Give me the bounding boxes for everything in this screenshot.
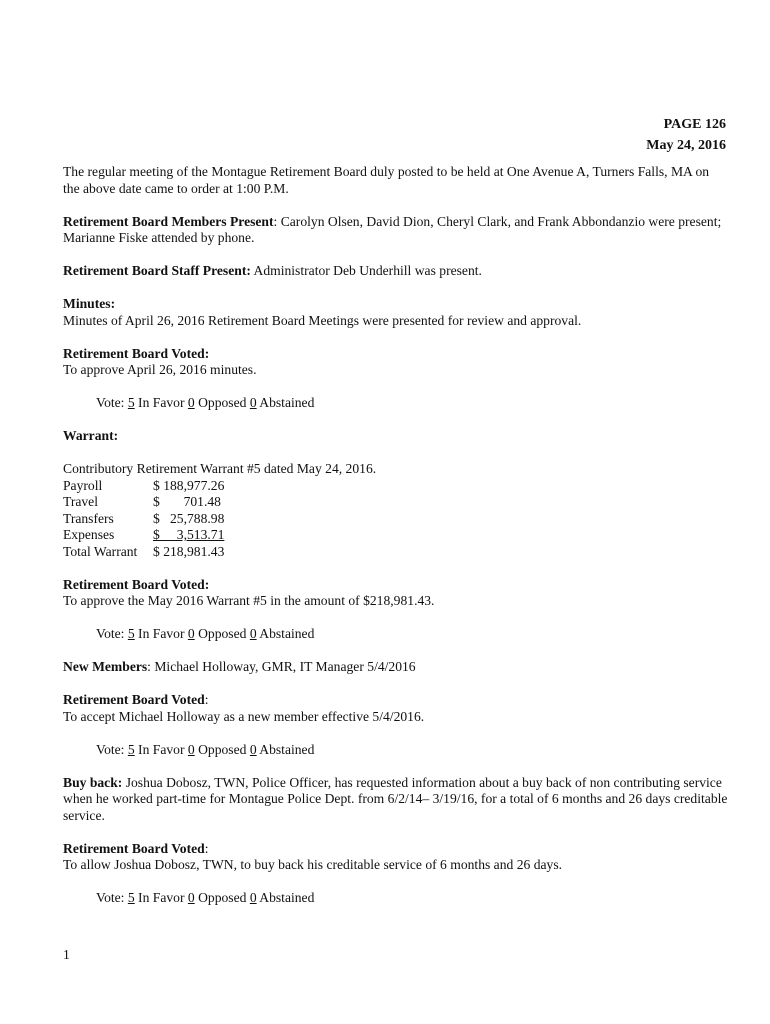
vote-abstained-count: 0	[249, 395, 257, 410]
new-members-voted-heading-line	[63, 692, 728, 709]
minutes-voted-section	[63, 346, 728, 379]
vote-in-favor-count: 5	[127, 741, 135, 757]
vote-abstained-label: Abstained	[256, 890, 315, 905]
new-members-text: : Michael Holloway, GMR, IT Manager 5/4/2016	[147, 659, 416, 674]
vote-opposed-label: Opposed	[194, 626, 250, 641]
heading-colon: :	[204, 692, 209, 707]
warrant-voted-text: To approve the May 2016 Warrant #5 in the amount of $218,981.43.	[63, 593, 435, 608]
vote-opposed-count: 0	[187, 890, 195, 905]
members-present-label: Retirement Board Members Present	[63, 213, 274, 229]
vote-prefix: Vote:	[96, 626, 128, 641]
vote-prefix: Vote:	[96, 395, 128, 410]
minutes-voted-text: To approve April 26, 2016 minutes.	[63, 362, 257, 377]
vote-abstained-count: 0	[249, 626, 257, 641]
warrant-row-label: Total Warrant	[63, 543, 138, 559]
warrant-row-transfers	[63, 511, 728, 528]
warrant-row-expenses	[63, 527, 728, 544]
new-members-voted-section	[63, 692, 728, 725]
vote-in-favor-label: In Favor	[134, 626, 188, 641]
warrant-description: Contributory Retirement Warrant #5 dated May 24, 2016.	[63, 461, 377, 476]
warrant-row-label: Expenses	[63, 527, 115, 542]
members-present-paragraph	[63, 214, 728, 247]
page-header	[646, 114, 726, 156]
new-members-paragraph	[63, 659, 728, 676]
meeting-date: May 24, 2016	[646, 138, 726, 153]
staff-present-paragraph	[63, 263, 728, 280]
warrant-row-payroll	[63, 478, 728, 495]
minutes-section	[63, 296, 728, 329]
buy-back-voted-heading-line	[63, 841, 728, 858]
vote-abstained-label: Abstained	[256, 395, 315, 410]
buy-back-label: Buy back:	[63, 774, 123, 790]
page-number: 1	[63, 947, 70, 962]
minutes-heading: Minutes:	[63, 296, 116, 311]
warrant-vote-line	[96, 626, 728, 643]
buy-back-voted-section	[63, 841, 728, 874]
staff-present-label: Retirement Board Staff Present:	[63, 263, 251, 278]
warrant-row-value: $ 3,513.71	[153, 527, 225, 542]
warrant-heading: Warrant:	[63, 428, 119, 443]
members-present-text: : Carolyn Olsen, David Dion, Cheryl Clark, and Frank Abbondanzio were present; Marianne Fiske attended by phone.	[63, 213, 722, 245]
warrant-table	[63, 461, 728, 560]
warrant-row-value: $ 25,788.98	[153, 510, 225, 526]
warrant-row-label: Travel	[63, 494, 98, 509]
minutes-text: Minutes of April 26, 2016 Retirement Board Meetings were presented for review and approval.	[63, 312, 582, 328]
warrant-row-label: Payroll	[63, 477, 103, 493]
warrant-row-label: Transfers	[63, 510, 114, 526]
buy-back-voted-heading: Retirement Board Voted	[63, 840, 205, 856]
buy-back-text: Joshua Dobosz, TWN, Police Officer, has requested information about a buy back of non contributing service when he worked part-time for Montague Police Dept. from 6/2/14– 3/19/16, for a total of 6 months and 26 days creditable service.	[63, 774, 728, 823]
vote-in-favor-count: 5	[127, 626, 135, 641]
vote-in-favor-label: In Favor	[134, 741, 188, 757]
warrant-row-total	[63, 544, 728, 561]
vote-prefix: Vote:	[96, 890, 128, 905]
buy-back-voted-text: To allow Joshua Dobosz, TWN, to buy back his creditable service of 6 months and 26 days.	[63, 857, 563, 872]
vote-opposed-count: 0	[187, 395, 195, 410]
new-members-vote-line	[96, 742, 728, 759]
minutes-voted-heading: Retirement Board Voted:	[63, 345, 210, 361]
vote-in-favor-label: In Favor	[134, 395, 188, 410]
vote-in-favor-count: 5	[127, 395, 135, 410]
new-members-voted-heading: Retirement Board Voted	[63, 692, 205, 707]
vote-abstained-count: 0	[249, 890, 257, 905]
new-members-label: New Members	[63, 659, 148, 674]
vote-in-favor-count: 5	[127, 890, 135, 905]
vote-opposed-label: Opposed	[194, 741, 250, 757]
buy-back-paragraph	[63, 775, 728, 825]
new-members-voted-text: To accept Michael Holloway as a new member effective 5/4/2016.	[63, 708, 425, 724]
vote-abstained-label: Abstained	[256, 626, 315, 641]
vote-in-favor-label: In Favor	[134, 890, 188, 905]
vote-abstained-label: Abstained	[256, 741, 315, 757]
warrant-voted-heading: Retirement Board Voted:	[63, 576, 210, 592]
vote-opposed-count: 0	[187, 741, 195, 757]
vote-opposed-count: 0	[187, 626, 195, 641]
warrant-row-value: $ 218,981.43	[153, 543, 225, 559]
minutes-vote-line	[96, 395, 728, 412]
warrant-row-value: $ 188,977.26	[153, 477, 225, 493]
intro-paragraph: The regular meeting of the Montague Retirement Board duly posted to be held at One Avenue A, Turners Falls, MA on the above date came to order at 1:00 P.M.	[63, 164, 710, 196]
warrant-row-travel	[63, 494, 728, 511]
document-body	[63, 164, 728, 923]
warrant-row-value: $ 701.48	[153, 494, 221, 509]
page-label: PAGE 126	[663, 117, 726, 132]
warrant-voted-section	[63, 577, 728, 610]
buy-back-vote-line	[96, 890, 728, 907]
staff-present-text: Administrator Deb Underhill was present.	[250, 263, 482, 278]
vote-abstained-count: 0	[249, 741, 257, 757]
vote-opposed-label: Opposed	[194, 395, 250, 410]
vote-prefix: Vote:	[96, 741, 128, 757]
vote-opposed-label: Opposed	[194, 890, 250, 905]
heading-colon: :	[204, 840, 209, 856]
